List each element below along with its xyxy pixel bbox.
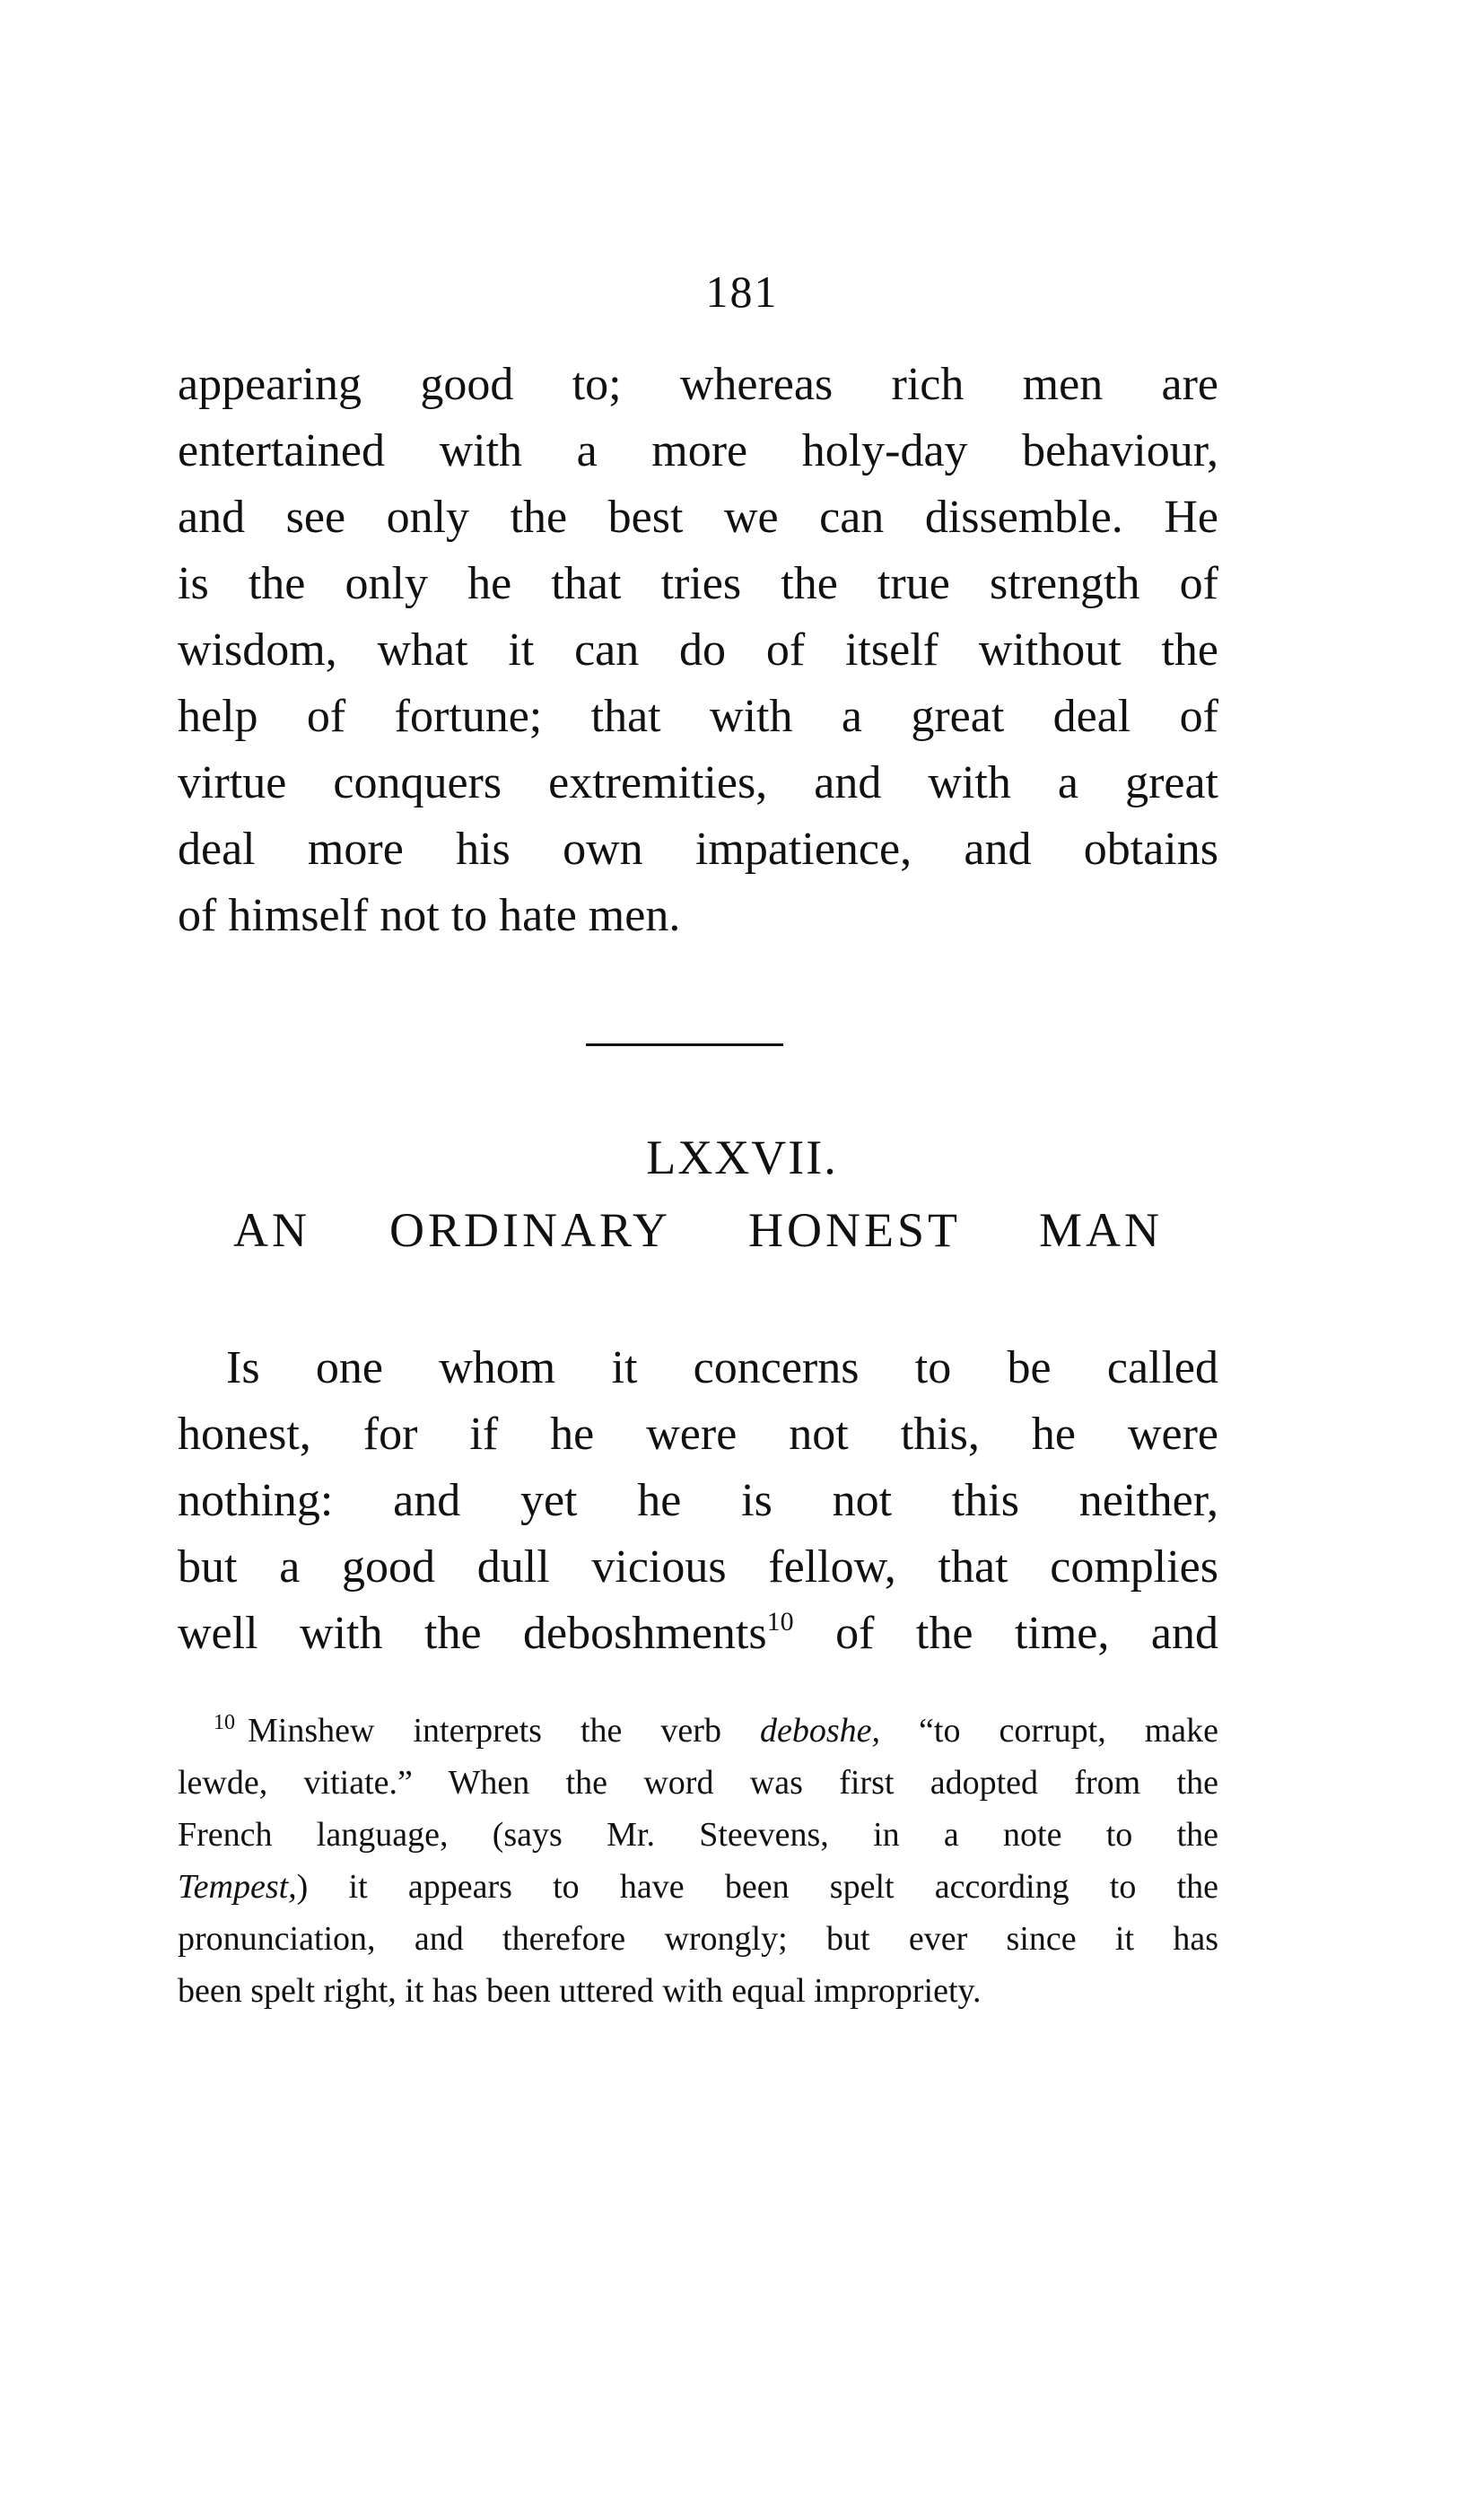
- footnote-line: [178, 1705, 1218, 1757]
- text-line: wisdom, what it can do of itself without the: [178, 624, 1218, 676]
- footnote-line: [178, 1861, 1218, 1913]
- footnote-line: French language, (says Mr. Steevens, in a note to the: [178, 1816, 1218, 1854]
- text-segment: well with the deboshments: [178, 1608, 767, 1659]
- footnote-marker: 10: [214, 1711, 235, 1734]
- text-segment: ) it appears to have been spelt according to the: [296, 1868, 1218, 1906]
- italic-term: Tempest,: [178, 1868, 297, 1906]
- text-line: nothing: and yet he is not this neither,: [178, 1475, 1218, 1526]
- text-line: deal more his own impatience, and obtains: [178, 824, 1218, 875]
- text-line: of himself not to hate men.: [178, 890, 681, 941]
- text-line: [178, 1601, 1218, 1667]
- chapter-number: LXXVII.: [646, 1130, 838, 1184]
- text-line: and see only the best we can dissemble. He: [178, 492, 1218, 543]
- footnote-reference: 10: [766, 1607, 794, 1637]
- footnote-line: lewde, vitiate.” When the word was first adopted from the: [178, 1764, 1218, 1802]
- text-line: is the only he that tries the true strength of: [178, 558, 1218, 609]
- text-line: but a good dull vicious fellow, that complies: [178, 1541, 1218, 1593]
- text-line: appearing good to; whereas rich men are: [178, 359, 1218, 410]
- footnote-line: been spelt right, it has been uttered with equal impropriety.: [178, 1972, 982, 2010]
- body-paragraph: [178, 1335, 1218, 1667]
- text-segment: of the time, and: [793, 1608, 1218, 1659]
- text-line: help of fortune; that with a great deal of: [178, 691, 1218, 742]
- text-line: honest, for if he were not this, he were: [178, 1409, 1218, 1460]
- continuation-paragraph: [178, 352, 1218, 949]
- footnote: [178, 1705, 1218, 2017]
- page-number: 181: [705, 266, 779, 317]
- chapter-title: AN ORDINARY HONEST MAN: [233, 1203, 1163, 1257]
- text-line: entertained with a more holy-day behaviour,: [178, 425, 1218, 476]
- section-divider: [586, 1043, 783, 1046]
- text-segment: Minshew interprets the verb: [248, 1712, 760, 1750]
- text-line: virtue conquers extremities, and with a great: [178, 757, 1218, 808]
- text-segment: “to corrupt, make: [880, 1712, 1218, 1750]
- italic-term: deboshe,: [759, 1712, 880, 1750]
- text-line: Is one whom it concerns to be called: [226, 1342, 1218, 1393]
- footnote-line: pronunciation, and therefore wrongly; but ever since it has: [178, 1920, 1218, 1958]
